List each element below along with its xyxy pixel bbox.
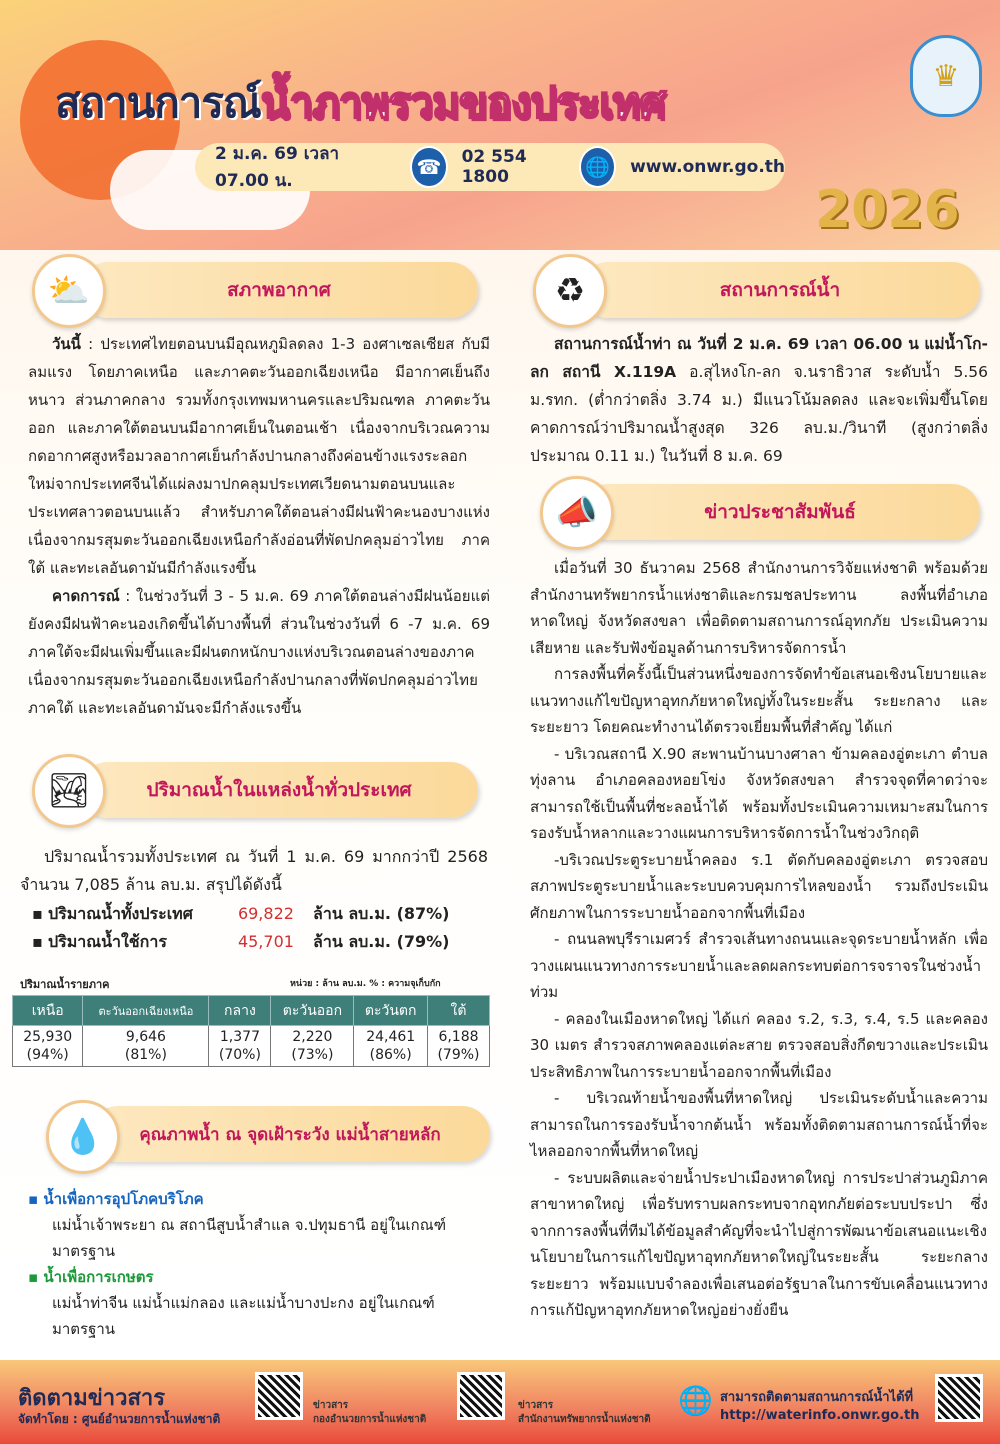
water-text [530, 330, 988, 470]
regional-table [12, 995, 490, 1067]
table-unit: หน่วย : ล้าน ลบ.ม. % : ความจุเก็บกัก [290, 979, 441, 989]
dam-icon: 🏞 [32, 754, 106, 828]
weather-icon: ⛅ [32, 254, 106, 328]
weather-text [28, 330, 490, 722]
col-central: กลาง [209, 996, 271, 1026]
news-paragraph: - ระบบผลิตและจ่ายน้ำประปาเมืองหาดใหญ่ การประปาส่วนภูมิภาคสาขาหาดใหญ่ เพื่อรับทราบผลกระทบจากอุทกภัยต่อระบบประปา ซึ่งจากการลงพื้นที่ทีมได้ข้อมูลสำคัญที่จะนำไปสู่การพัฒนาข้อเสนอแนะเชิงนโยบายในการแก้ไขปัญหาอุทกภัยหาดใหญ่ในระยะสั้น ระยะกลาง ระยะยาว พร้อมแบบจำลองเพื่อเสนอต่อรัฐบาลในการขับเคลื่อนแนวทางการแก้ปัญหาอุทกภัยหาดใหญ่อย่างยั่งยืน [530, 1168, 988, 1319]
phone-icon: ☎ [410, 146, 447, 188]
qr2-org: สำนักงานทรัพยากรน้ำแห่งชาติ [518, 1414, 651, 1425]
water-heading: สถานการณ์น้ำ [580, 262, 980, 318]
title-part2: น้ำภาพรวมของประเทศ [260, 78, 665, 127]
news-paragraph: - คลองในเมืองหาดใหญ่ ได้แก่ คลอง ร.2, ร.3, ร.4, ร.5 และคลอง 30 เมตร สำรวจสภาพคลองแต่ละสาย ตรวจสอบสิ่งกีดขวางและประเมินประสิทธิภาพในการระบายน้ำออกจากพื้นที่เมือง [530, 1009, 988, 1081]
qr-code-2[interactable] [457, 1372, 505, 1420]
website-link[interactable]: www.onwr.go.th [630, 157, 786, 177]
qr-code-3[interactable] [935, 1374, 983, 1422]
reservoir-heading: ปริมาณน้ำในแหล่งน้ำทั่วประเทศ [80, 762, 478, 818]
reservoir-items [32, 900, 449, 956]
qr-code-1[interactable] [255, 1372, 303, 1420]
item-value: 45,701 [237, 932, 294, 951]
quality-item-title: ▪ น้ำเพื่อการเกษตร [28, 1268, 154, 1286]
quality-item-text: แม่น้ำเจ้าพระยา ณ สถานีสูบน้ำสำแล จ.ปทุมธานี อยู่ในเกณฑ์มาตรฐาน [52, 1216, 447, 1260]
weather-heading: สภาพอากาศ [80, 262, 478, 318]
title-part1: สถานการณ์ [55, 78, 261, 127]
item-value: 69,822 [237, 904, 294, 923]
reservoir-item: ▪ ปริมาณน้ำทั้งประเทศ 69,822 ล้าน ลบ.ม. (87%) [32, 900, 449, 928]
quality-list [28, 1186, 478, 1342]
megaphone-icon: 📣 [540, 476, 614, 550]
item-label: ปริมาณน้ำทั้งประเทศ [47, 904, 193, 923]
cell: 6,188 (79%) [427, 1026, 489, 1067]
table-row [13, 1026, 490, 1067]
cell: 25,930 (94%) [13, 1026, 83, 1067]
col-south: ใต้ [427, 996, 489, 1026]
phone-number[interactable]: 02 554 1800 [461, 147, 527, 187]
page-title [55, 70, 665, 136]
quality-item-text: แม่น้ำท่าจีน แม่น้ำแม่กลอง และแม่น้ำบางปะกง อยู่ในเกณฑ์มาตรฐาน [52, 1294, 435, 1338]
footer [0, 1360, 1000, 1444]
cell: 9,646 (81%) [83, 1026, 209, 1067]
onwr-logo: ♛ [910, 35, 982, 117]
cell: 2,220 (73%) [271, 1026, 354, 1067]
water-drop-icon: 💧 [46, 1100, 120, 1174]
waterinfo-link[interactable]: http://waterinfo.onwr.go.th [720, 1408, 920, 1423]
globe-icon: 🌐 [579, 146, 616, 188]
news-paragraph: - บริเวณสถานี X.90 สะพานบ้านบางศาลา ข้ามคลองอู่ตะเภา ตำบลทุ่งลาน อำเภอคลองหอยโข่ง จังหวัดสงขลา สำรวจจุดที่คาดว่าจะสามารถใช้เป็นพื้นที่ชะลอน้ำได้ พร้อมทั้งประเมินความเหมาะสมในการรองรับน้ำหลากและวางแผนการบริหารจัดการน้ำในช่วงวิกฤติ [530, 744, 988, 842]
news-paragraph: -บริเวณประตูระบายน้ำคลอง ร.1 ตัดกับคลองอู่ตะเภา ตรวจสอบสภาพประตูระบายน้ำและระบบควบคุมการไหลของน้ำ รวมถึงประเมินศักยภาพในการระบายน้ำออกจากพื้นที่เมือง [530, 850, 988, 922]
info-bar [195, 143, 785, 191]
news-body [530, 555, 988, 1324]
summary-text: ปริมาณน้ำรวมทั้งประเทศ ณ วันที่ 1 ม.ค. 69 มากกว่าปี 2568 จำนวน 7,085 ล้าน ลบ.ม. สรุปได้ดังนี้ [20, 847, 488, 894]
col-east: ตะวันออก [271, 996, 354, 1026]
item-unit: ล้าน ลบ.ม. (79%) [313, 932, 450, 951]
qr1-label: ข่าวสาร [313, 1400, 349, 1411]
news-heading: ข่าวประชาสัมพันธ์ [580, 484, 980, 540]
cell: 24,461 (86%) [354, 1026, 428, 1067]
globe-cursor-icon: 🌐 [678, 1384, 713, 1417]
cell: 1,377 (70%) [209, 1026, 271, 1067]
qr2-label: ข่าวสาร [518, 1400, 554, 1411]
water-lead: สถานการณ์น้ำท่า ณ วันที่ 2 ม.ค. 69 เวลา 06.00 น [554, 335, 919, 353]
today-text: : ประเทศไทยตอนบนมีอุณหภูมิลดลง 1-3 องศาเซลเซียส กับมีลมแรง โดยภาคเหนือ และภาคตะวันออกเฉียงเหนือ มีอากาศเย็นถึงหนาว ส่วนภาคกลาง รวมทั้งกรุงเทพมหานครและปริมณฑล ภาคตะวันออก และภาคใต้ตอนบนมีอากาศเย็นในตอนเช้า เนื่องจากบริเวณความกดอากาศสูงหรือมวลอากาศเย็นกำลังปานกลางถึงค่อนข้างแรงระลอกใหม่จากประเทศจีนได้แผ่ลงมาปกคลุมประเทศเวียดนามตอนบนและประเทศลาวตอนบนแล้ว สำหรับภาคใต้ตอนล่างมีฝนฟ้าคะนองบางแห่ง เนื่องจากมรสุมตะวันออกเฉียงเหนือกำลังอ่อนที่พัดปกคลุมอ่าวไทย ภาคใต้ และทะเลอันดามันมีกำลังแรงขึ้น [28, 335, 490, 577]
today-label: วันนี้ [52, 335, 81, 353]
forecast-label: คาดการณ์ [52, 587, 120, 605]
year-badge: 2026 [815, 180, 960, 240]
water-river: แม่น้ำโก-ลก สถานี X.119A [530, 335, 988, 381]
table-header-row [13, 996, 490, 1026]
news-paragraph: - บริเวณท้ายน้ำของพื้นที่หาดใหญ่ ประเมินระดับน้ำและความสามารถในการรองรับน้ำจากต้นน้ำ พร้อมทั้งติดตามสถานการณ์น้ำที่จะไหลออกจากพื้นที่หาดใหญ่ [530, 1089, 988, 1160]
follow-news-title: ติดตามข่าวสาร [18, 1386, 166, 1411]
produced-by: จัดทำโดย : ศูนย์อำนวยการน้ำแห่งชาติ [18, 1412, 221, 1426]
news-paragraph: การลงพื้นที่ครั้งนี้เป็นส่วนหนึ่งของการจัดทำข้อเสนอเชิงนโยบายและแนวทางแก้ไขปัญหาอุทกภัยหาดใหญ่ทั้งในระยะสั้น ระยะกลาง และระยะยาว โดยคณะทำงานได้ตรวจเยี่ยมพื้นที่สำคัญ ได้แก่ [530, 665, 988, 736]
table-title: ปริมาณน้ำรายภาค [20, 978, 110, 991]
date-time: 2 ม.ค. 69 เวลา 07.00 น. [215, 144, 340, 191]
reservoir-summary [20, 843, 488, 899]
reservoir-item: ▪ ปริมาณน้ำใช้การ 45,701 ล้าน ลบ.ม. (79%) [32, 928, 449, 956]
forecast-text: : ในช่วงวันที่ 3 - 5 ม.ค. 69 ภาคใต้ตอนล่างมีฝนน้อยแต่ยังคงมีฝนฟ้าคะนองเกิดขึ้นได้บางพื้นที่ ส่วนในช่วงวันที่ 6 -7 ม.ค. 69 ภาคใต้จะมีฝนเพิ่มขึ้นและมีฝนตกหนักบางแห่งบริเวณตอนล่างของภาค เนื่องจากมรสุมตะวันออกเฉียงเหนือกำลังปานกลางที่พัดปกคลุมอ่าวไทย ภาคใต้ และทะเลอันดามันจะมีกำลังแรงขึ้น [28, 587, 490, 717]
water-body: อ.สุไหงโก-ลก จ.นราธิวาส ระดับน้ำ 5.56 ม.รทก. (ต่ำกว่าตลิ่ง 3.74 ม.) มีแนวโน้มลดลง และจะเพิ่มขึ้นโดยคาดการณ์ว่าปริมาณน้ำสูงสุด 326 ลบ.ม./วินาที (สูงกว่าตลิ่งประมาณ 0.11 ม.) ในวันที่ 8 ม.ค. 69 [530, 363, 988, 465]
track-text: สามารถติดตามสถานการณ์น้ำได้ที่ [720, 1390, 914, 1405]
quality-heading: คุณภาพน้ำ ณ จุดเฝ้าระวัง แม่น้ำสายหลัก [90, 1106, 490, 1162]
col-northeast: ตะวันออกเฉียงเหนือ [83, 996, 209, 1026]
news-paragraph: เมื่อวันที่ 30 ธันวาคม 2568 สำนักงานการวิจัยแห่งชาติ พร้อมด้วยสำนักงานทรัพยากรน้ำแห่งชาติและกรมชลประทาน ลงพื้นที่อำเภอหาดใหญ่ จังหวัดสงขลา เพื่อติดตามสถานการณ์อุทกภัย ประเมินความเสียหาย และรับฟังข้อมูลด้านการบริหารจัดการน้ำ [530, 559, 988, 657]
news-paragraph: - ถนนลพบุรีราเมศวร์ สำรวจเส้นทางถนนและจุดระบายน้ำหลัก เพื่อวางแผนแนวทางการระบายน้ำและลดผลกระทบต่อการจราจรในช่วงน้ำท่วม [530, 930, 988, 1001]
qr1-org: กองอำนวยการน้ำแห่งชาติ [313, 1414, 427, 1425]
col-north: เหนือ [13, 996, 83, 1026]
water-cycle-icon: ♻ [533, 254, 607, 328]
quality-item-title: ▪ น้ำเพื่อการอุปโภคบริโภค [28, 1190, 204, 1208]
item-unit: ล้าน ลบ.ม. (87%) [313, 904, 450, 923]
item-label: ปริมาณน้ำใช้การ [47, 932, 167, 951]
col-west: ตะวันตก [354, 996, 428, 1026]
